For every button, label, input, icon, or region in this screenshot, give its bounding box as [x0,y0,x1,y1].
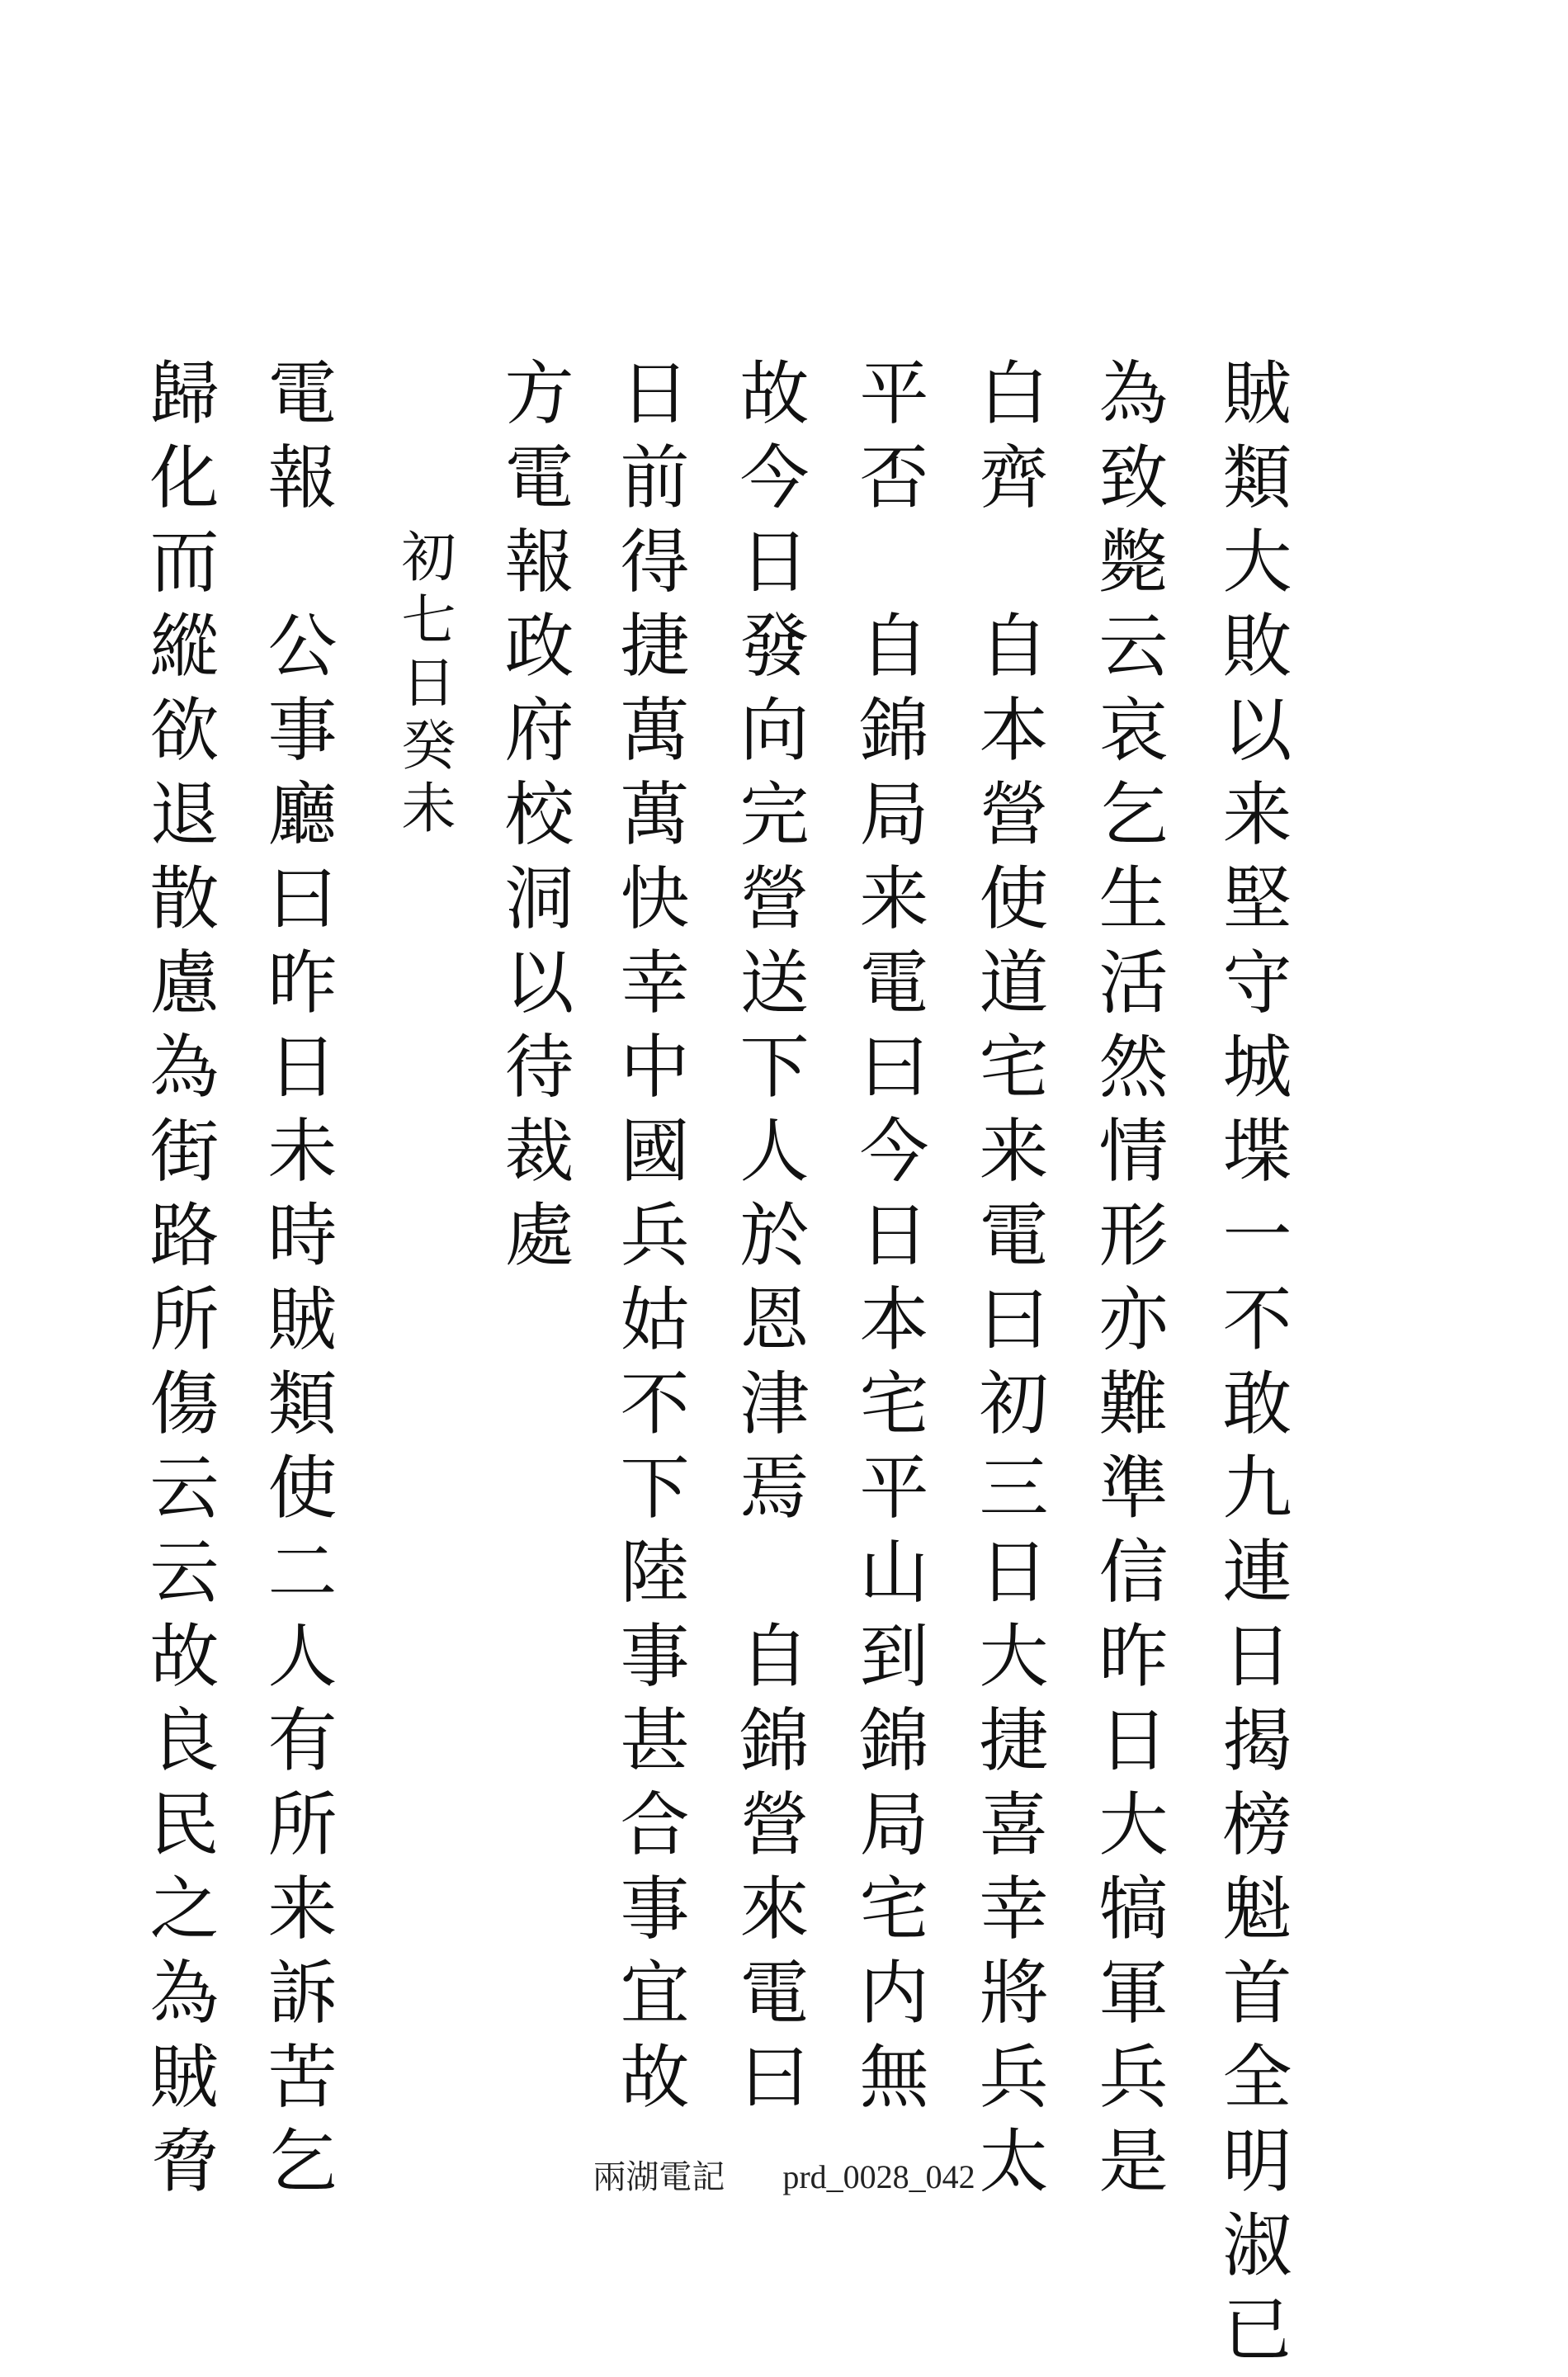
text-column-9: 歸化而縱欲退散慮為街路所傷云云故良民之為賊脅 [139,357,220,2209]
page-identifier: prd_0028_042 [782,2158,975,2195]
text-column-6: 日前得捷萬萬快幸中國兵姑不下陸事甚合事宜故 [609,357,690,2124]
text-column-4: 平否 自錦局来電曰今日本宅平山到錦局宅内無 [848,357,929,2124]
text-column-5: 故今日發向完營送下人於恩津焉 自錦營來電曰 [729,357,810,2124]
text-column-8: 電報 公事廳曰昨日未時賊類使二人有所来訴苦乞 [257,357,338,2209]
text-column-1: 賊類大敗以来堅守城堞一不敢九連日揭榜魁首全明淑已 [1211,357,1292,2377]
text-column-2: 為致斃云哀乞生活然情形亦難準信昨日大犒軍兵是 [1088,357,1169,2209]
page-footer [0,2151,1568,2198]
text-column-3: 白齊 自本營使道宅来電曰初三日大捷喜幸將兵太 [968,357,1049,2209]
book-title: 兩湖電記 [593,2158,725,2196]
text-column-7: 方電報政府校洞以待裁處 [494,357,574,1283]
date-column: 初七日癸未 [392,528,456,842]
